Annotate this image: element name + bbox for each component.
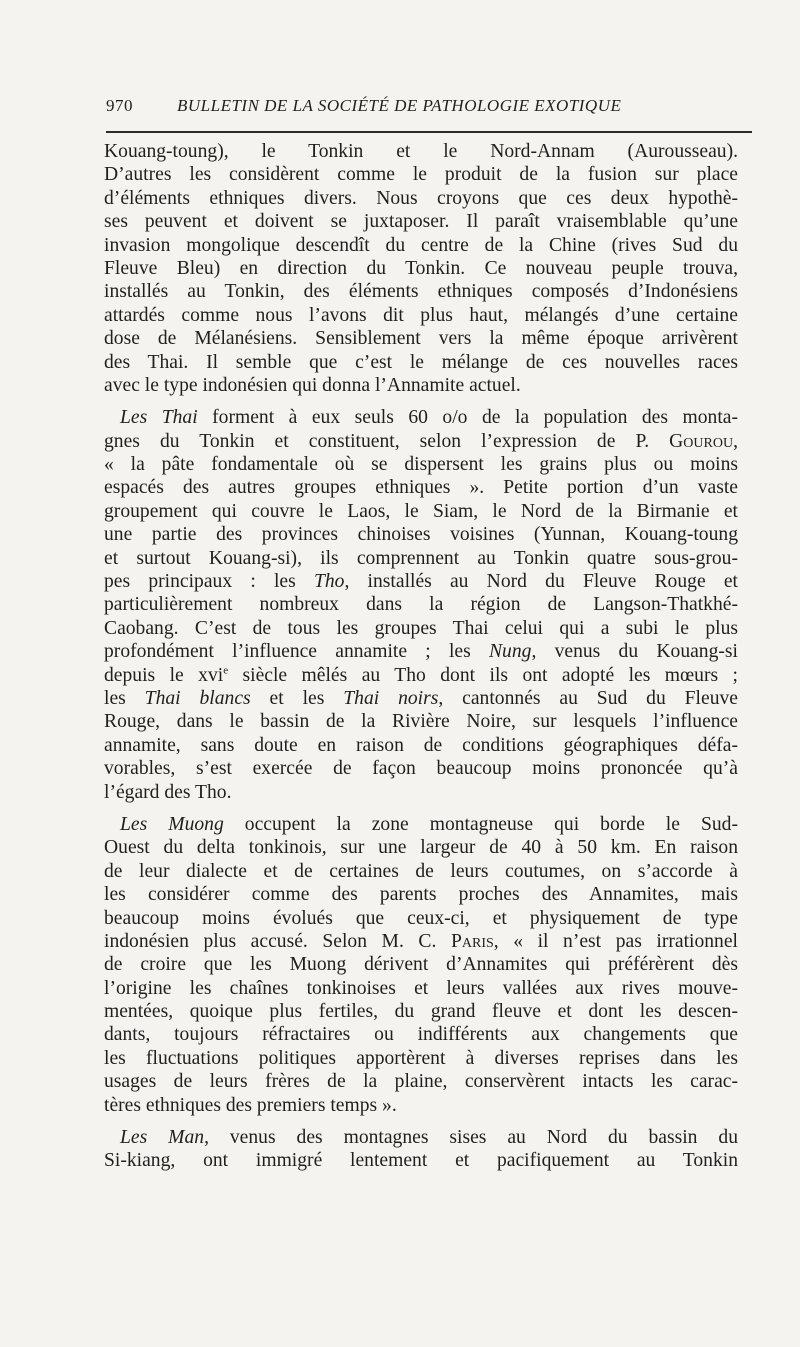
text-line (104, 234, 738, 257)
text-run: des Thai. Il semble que c’est le mélange de ces nouvelles races (104, 351, 738, 373)
text-run: l’origine les chaînes tonkinoises et leurs vallées aux rives mouve- (104, 977, 738, 999)
text-line (104, 1023, 738, 1046)
text-run: beaucoup moins évolués que ceux-ci, et physiquement de type (104, 907, 738, 929)
text-run: , cantonnés au Sud du Fleuve (438, 687, 738, 709)
text-run: pes principaux : les (104, 571, 314, 593)
text-run: une partie des provinces chinoises voisines (Yunnan, Kouang-toung (104, 524, 738, 546)
text-run: , installés au Nord du Fleuve Rouge et (344, 571, 738, 593)
text-line (104, 977, 738, 1000)
text-run: occupent la zone montagneuse qui borde le Sud- (223, 813, 738, 835)
text-line (104, 351, 738, 374)
text-run: les considérer comme des parents proches des Annamites, mais (104, 884, 738, 906)
text-line (104, 1094, 738, 1117)
text-line (104, 476, 738, 499)
text-run: indonésien plus accusé. Selon M. C. (104, 930, 451, 952)
text-run: depuis le xvi (104, 664, 224, 686)
running-header (106, 96, 756, 116)
text-run: ses peuvent et doivent se juxtaposer. Il paraît vraisemblable qu’une (104, 211, 738, 233)
author-name: Paris (450, 930, 494, 952)
text-line (104, 187, 738, 210)
text-run: Kouang-toung), le Tonkin et le Nord-Annam (Aurousseau). (104, 141, 738, 162)
text-line (104, 304, 738, 327)
text-run: attardés comme nous l’avons dit plus haut, mélangés d’une certaine (104, 304, 738, 326)
text-run: de leur dialecte et de certaines de leurs coutumes, on s’accorde à (104, 860, 738, 882)
text-run: particulièrement nombreux dans la région de Langson-Thatkhé- (104, 594, 738, 616)
text-run: siècle mêlés au Tho dont ils ont adopté les mœurs ; (228, 664, 738, 686)
author-name: Gourou (669, 430, 734, 452)
text-line (104, 1149, 738, 1172)
text-line (104, 860, 738, 883)
page-number: 970 (106, 96, 133, 115)
text-line (104, 210, 738, 233)
text-line (104, 687, 738, 710)
text-line (104, 327, 738, 350)
text-run: l’égard des Tho. (104, 781, 232, 803)
italic-term: Les Thai (120, 407, 198, 429)
text-line (104, 1047, 738, 1070)
text-run: invasion mongolique descendît du centre de la Chine (rives Sud du (104, 234, 738, 256)
paragraph (104, 813, 738, 1117)
journal-title: BULLETIN DE LA SOCIÉTÉ DE PATHOLOGIE EXOTIQUE (177, 96, 622, 115)
text-line (104, 710, 738, 733)
italic-term: Les Muong (120, 813, 224, 835)
superscript: e (223, 664, 229, 677)
text-line (104, 163, 738, 186)
text-run: Fleuve Bleu) en direction du Tonkin. Ce nouveau peuple trouva, (104, 257, 738, 279)
paragraph (104, 1126, 738, 1173)
text-run: et surtout Kouang-si), ils comprennent au Tonkin quatre sous-grou- (104, 547, 738, 569)
text-line (104, 813, 738, 836)
italic-term: Thai blancs (144, 687, 251, 709)
text-line (104, 640, 738, 663)
text-run: groupement qui couvre le Laos, le Siam, le Nord de la Birmanie et (104, 500, 738, 522)
text-line (104, 953, 738, 976)
text-line (104, 930, 738, 953)
text-line (104, 430, 738, 453)
text-run: profondément l’influence annamite ; les (104, 641, 489, 663)
text-run: les fluctuations politiques apportèrent à diverses reprises dans les (104, 1047, 738, 1069)
header-rule (106, 131, 752, 133)
text-run: , « il n’est pas irrationnel (493, 930, 738, 952)
text-line (104, 617, 738, 640)
text-line (104, 280, 738, 303)
text-line (104, 140, 738, 163)
text-run: installés au Tonkin, des éléments ethniques composés d’Indonésiens (104, 281, 738, 303)
italic-term: Nung (488, 641, 532, 663)
text-run: tères ethniques des premiers temps ». (104, 1094, 397, 1116)
text-run: espacés des autres groupes ethniques ». Petite portion d’un vaste (104, 477, 738, 499)
text-line (104, 593, 738, 616)
text-run: forment à eux seuls 60 o/o de la population des monta- (197, 407, 738, 429)
italic-term: Tho (313, 571, 345, 593)
text-run: vorables, s’est exercée de façon beaucoup moins prononcée qu’à (104, 758, 738, 780)
italic-term: Les Man (120, 1127, 205, 1149)
italic-term: Thai noirs (343, 687, 439, 709)
article-body (104, 140, 738, 1173)
text-line (104, 453, 738, 476)
text-run: Ouest du delta tonkinois, sur une largeur de 40 à 50 km. En raison (104, 837, 738, 859)
text-run: Si-kiang, ont immigré lentement et pacifiquement au Tonkin (104, 1150, 738, 1172)
text-line (104, 664, 738, 687)
text-run: et les (250, 687, 344, 709)
text-line (104, 883, 738, 906)
text-run: avec le type indonésien qui donna l’Annamite actuel. (104, 374, 521, 396)
text-line (104, 406, 738, 429)
text-run: , venus des montagnes sises au Nord du bassin du (204, 1127, 738, 1149)
text-run: dose de Mélanésiens. Sensiblement vers la même époque arrivèrent (104, 328, 738, 350)
text-line (104, 757, 738, 780)
text-run: dants, toujours réfractaires ou indifférents aux changements que (104, 1024, 738, 1046)
text-run: , venus du Kouang-si (531, 641, 738, 663)
text-line (104, 1070, 738, 1093)
text-line (104, 570, 738, 593)
text-line (104, 1126, 738, 1149)
text-line (104, 374, 738, 397)
text-line (104, 523, 738, 546)
text-run: usages de leurs frères de la plaine, conservèrent intacts les carac- (104, 1071, 738, 1093)
text-run: , (733, 430, 738, 452)
text-run: Rouge, dans le bassin de la Rivière Noire, sur lesquels l’influence (104, 711, 738, 733)
text-line (104, 257, 738, 280)
text-line (104, 781, 738, 804)
text-line (104, 907, 738, 930)
paragraph (104, 140, 738, 397)
text-run: annamite, sans doute en raison de conditions géographiques défa- (104, 734, 738, 756)
text-line (104, 1000, 738, 1023)
text-line (104, 836, 738, 859)
text-run: de croire que les Muong dérivent d’Annamites qui préférèrent dès (104, 954, 738, 976)
text-run: Caobang. C’est de tous les groupes Thai celui qui a subi le plus (104, 617, 738, 639)
text-line (104, 500, 738, 523)
text-run: D’autres les considèrent comme le produit de la fusion sur place (104, 164, 738, 186)
text-line (104, 734, 738, 757)
text-run: « la pâte fondamentale où se dispersent les grains plus ou moins (104, 454, 738, 476)
text-run: mentées, quoique plus fertiles, du grand fleuve et dont les descen- (104, 1001, 738, 1023)
text-run: d’éléments ethniques divers. Nous croyons que ces deux hypothè- (104, 187, 738, 209)
text-line (104, 547, 738, 570)
text-run: gnes du Tonkin et constituent, selon l’expression de P. (104, 430, 670, 452)
paragraph (104, 406, 738, 804)
text-run: les (104, 687, 145, 709)
